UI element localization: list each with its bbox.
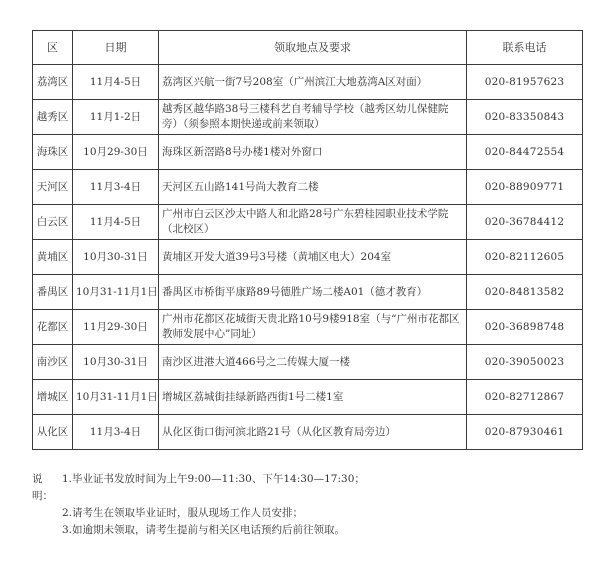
date-cell: 10月30-31日: [73, 240, 159, 275]
date-cell: 10月30-31日: [73, 345, 159, 380]
phone-cell: 020-84472554: [467, 135, 583, 170]
table-row: [33, 240, 583, 275]
location-cell: 黄埔区开发大道39号3号楼（黄埔区电大）204室: [159, 240, 467, 275]
note-item: 2.请考生在领取毕业证时，服从现场工作人员安排；: [62, 507, 304, 519]
phone-cell: 020-82712867: [467, 380, 583, 415]
collection-schedule-table: [32, 30, 583, 450]
date-cell: 11月4-5日: [73, 65, 159, 100]
location-cell: 番禺区市桥街平康路89号德胜广场二楼A01（德才教育）: [159, 275, 467, 310]
district-cell: 黄埔区: [33, 240, 73, 275]
district-cell: 番禺区: [33, 275, 73, 310]
location-cell: 荔湾区兴航一街7号208室（广州滨江大地荔湾A区对面）: [159, 65, 467, 100]
location-cell: 天河区五山路141号尚大教育二楼: [159, 170, 467, 205]
phone-cell: 020-87930461: [467, 415, 583, 450]
table-row: [33, 345, 583, 380]
district-cell: 南沙区: [33, 345, 73, 380]
location-cell: 广州市白云区沙太中路人和北路28号广东碧桂园职业技术学院（北校区）: [159, 205, 467, 240]
location-cell: 越秀区越华路38号三楼科艺自考辅导学校（越秀区幼儿保健院旁）（须参照本期快递或前来领取）: [159, 100, 467, 135]
district-cell: 花都区: [33, 310, 73, 345]
date-cell: 11月1-2日: [73, 100, 159, 135]
notes-section: [32, 471, 592, 539]
phone-cell: 020-84813582: [467, 275, 583, 310]
header-location: 领取地点及要求: [159, 31, 467, 65]
location-cell: 南沙区进港大道466号之二传媒大厦一楼: [159, 345, 467, 380]
header-district: 区: [33, 31, 73, 65]
phone-cell: 020-39050023: [467, 345, 583, 380]
phone-cell: 020-83350843: [467, 100, 583, 135]
district-cell: 海珠区: [33, 135, 73, 170]
district-cell: 白云区: [33, 205, 73, 240]
phone-cell: 020-36784412: [467, 205, 583, 240]
district-cell: 天河区: [33, 170, 73, 205]
district-cell: 越秀区: [33, 100, 73, 135]
phone-cell: 020-82112605: [467, 240, 583, 275]
table-row: [33, 380, 583, 415]
phone-cell: 020-81957623: [467, 65, 583, 100]
header-phone: 联系电话: [467, 31, 583, 65]
table-row: [33, 205, 583, 240]
phone-cell: 020-88909771: [467, 170, 583, 205]
date-cell: 11月29-30日: [73, 310, 159, 345]
note-item: 1.毕业证书发放时间为上午9:00—11:30、下午14:30—17:30；: [62, 473, 365, 485]
district-cell: 荔湾区: [33, 65, 73, 100]
date-cell: 10月31-11月1日: [73, 275, 159, 310]
date-cell: 10月29-30日: [73, 135, 159, 170]
notes-label: 说明：: [32, 473, 53, 502]
table-row: [33, 170, 583, 205]
date-cell: 11月3-4日: [73, 170, 159, 205]
header-date: 日期: [73, 31, 159, 65]
note-item: 3.如逾期未领取，请考生提前与相关区电话预约后前往领取。: [62, 524, 346, 536]
district-cell: 增城区: [33, 380, 73, 415]
location-cell: 增城区荔城街挂绿新路西街1号二楼1室: [159, 380, 467, 415]
table-row: [33, 415, 583, 450]
date-cell: 11月4-5日: [73, 205, 159, 240]
date-cell: 11月3-4日: [73, 415, 159, 450]
phone-cell: 020-36898748: [467, 310, 583, 345]
location-cell: 广州市花都区花城街天贵北路10号9楼918室（与“广州市花都区教师发展中心”同址）: [159, 310, 467, 345]
table-row: [33, 135, 583, 170]
table-header-row: [33, 31, 583, 65]
table-row: [33, 65, 583, 100]
district-cell: 从化区: [33, 415, 73, 450]
table-row: [33, 310, 583, 345]
location-cell: 海珠区新滘路8号办楼1楼对外窗口: [159, 135, 467, 170]
table-row: [33, 100, 583, 135]
location-cell: 从化区街口街河滨北路21号（从化区教育局旁边）: [159, 415, 467, 450]
date-cell: 10月31-11月1日: [73, 380, 159, 415]
table-row: [33, 275, 583, 310]
